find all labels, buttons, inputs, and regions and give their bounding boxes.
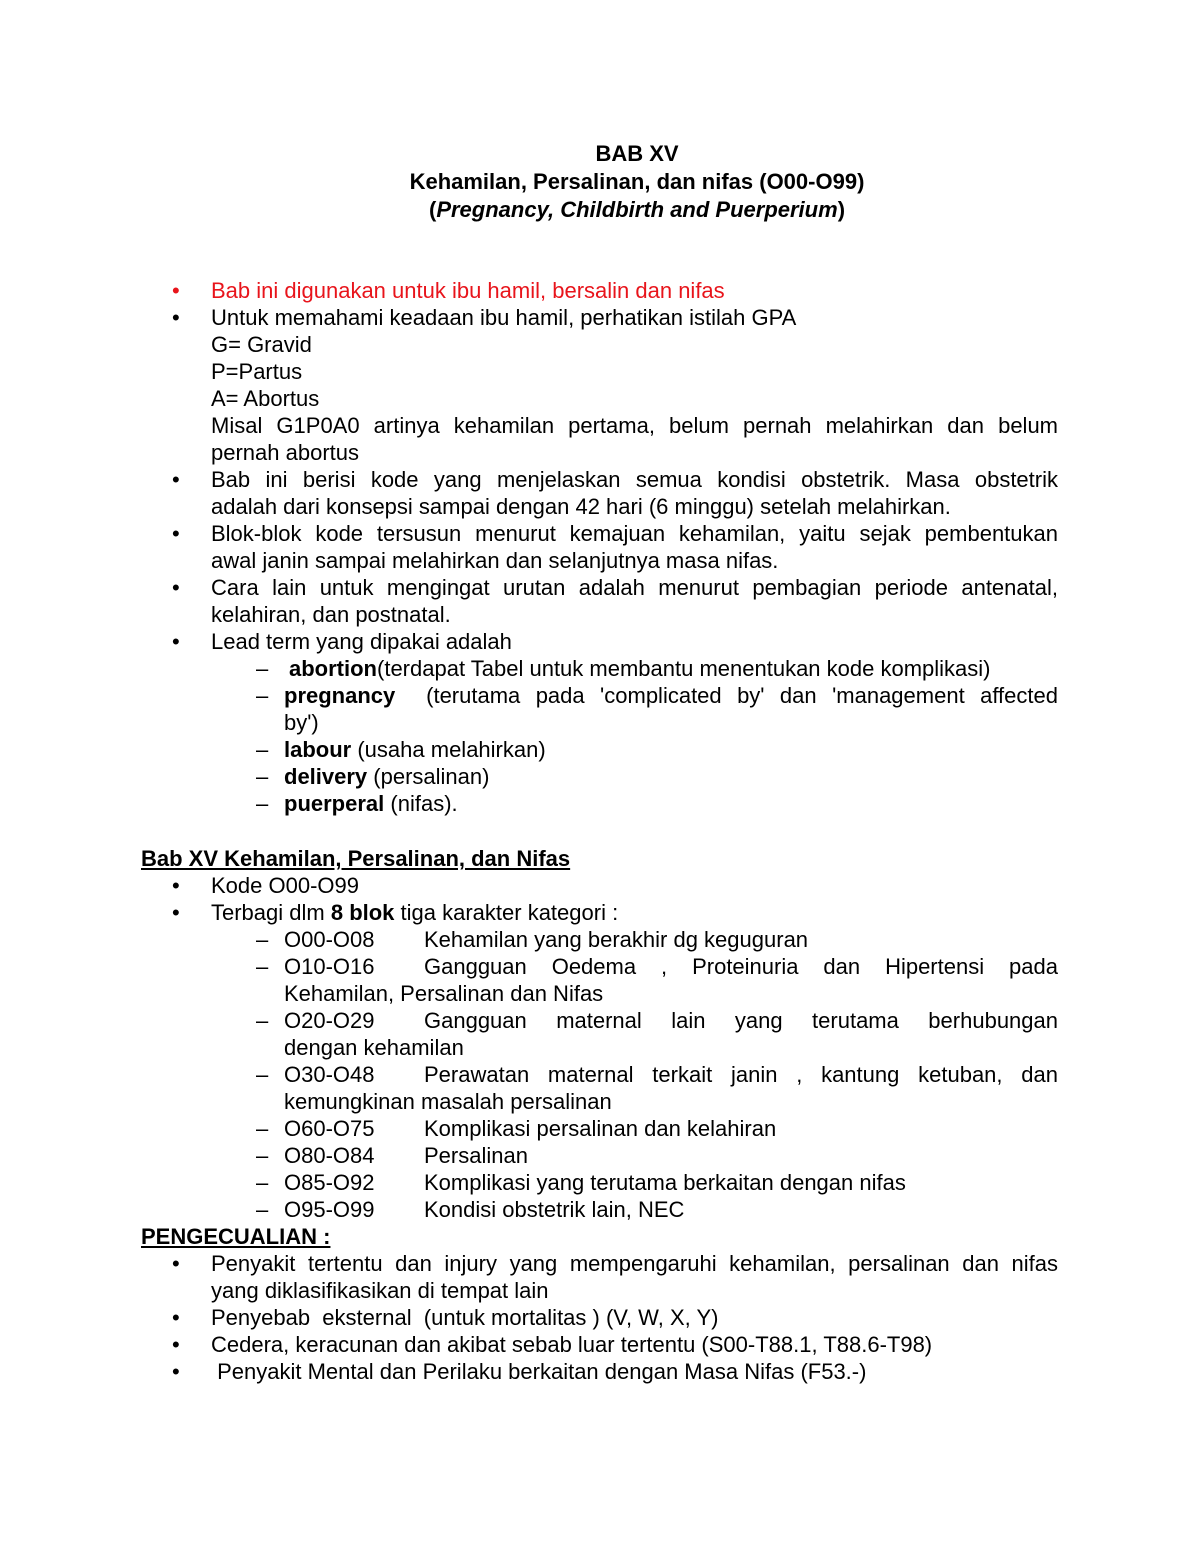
block-code: O80-O84: [284, 1143, 375, 1168]
block-code: O85-O92: [284, 1170, 375, 1195]
block-desc-cont: dengan kehamilan: [284, 1035, 464, 1060]
bullet-marker: •: [172, 467, 180, 492]
gpa-g: G= Gravid: [211, 332, 312, 357]
intro-bullet-4-cont: awal janin sampai melahirkan dan selanjutnya masa nifas.: [211, 548, 779, 573]
lead-term-pregnancy-cont: by'): [284, 710, 319, 735]
intro-bullet-5: Cara lain untuk mengingat urutan adalah menurut pembagian periode antenatal,: [211, 575, 1058, 600]
gpa-a: A= Abortus: [211, 386, 320, 411]
dash-marker: –: [256, 1116, 269, 1141]
dash-marker: –: [256, 656, 269, 681]
dash-marker: –: [256, 954, 269, 979]
dash-marker: –: [256, 1197, 269, 1222]
block-code: O30-O48: [284, 1062, 375, 1087]
bullet-marker: •: [172, 521, 180, 546]
lead-term-delivery: delivery (persalinan): [284, 764, 490, 789]
block-code: O00-O08: [284, 927, 375, 952]
exclusions-heading: PENGECUALIAN :: [141, 1224, 331, 1249]
gpa-example: Misal G1P0A0 artinya kehamilan pertama, belum pernah melahirkan dan belum: [211, 413, 1058, 438]
block-code: O95-O99: [284, 1197, 375, 1222]
intro-bullet-3: Bab ini berisi kode yang menjelaskan semua kondisi obstetrik. Masa obstetrik: [211, 467, 1058, 492]
dash-marker: –: [256, 764, 269, 789]
bullet-marker: •: [172, 1305, 180, 1330]
dash-marker: –: [256, 1008, 269, 1033]
intro-bullet-4: Blok-blok kode tersusun menurut kemajuan kehamilan, yaitu sejak pembentukan: [211, 521, 1058, 546]
intro-bullet-1: Bab ini digunakan untuk ibu hamil, bersalin dan nifas: [211, 278, 725, 303]
block-desc: Persalinan: [424, 1143, 528, 1168]
bullet-marker: •: [172, 278, 180, 303]
block-desc: Kondisi obstetrik lain, NEC: [424, 1197, 685, 1222]
block-desc-cont: kemungkinan masalah persalinan: [284, 1089, 612, 1114]
lead-term-labour: labour (usaha melahirkan): [284, 737, 546, 762]
bullet-marker: •: [172, 873, 180, 898]
chapter-title: Kehamilan, Persalinan, dan nifas (O00-O99): [409, 169, 865, 194]
section-kode: Kode O00-O99: [211, 873, 359, 898]
dash-marker: –: [256, 927, 269, 952]
gpa-p: P=Partus: [211, 359, 303, 384]
bullet-marker: •: [172, 629, 180, 654]
intro-bullet-3-cont: adalah dari konsepsi sampai dengan 42 hari (6 minggu) setelah melahirkan.: [211, 494, 951, 519]
exclusion-1-cont: yang diklasifikasikan di tempat lain: [211, 1278, 549, 1303]
bullet-marker: •: [172, 305, 180, 330]
dash-marker: –: [256, 1143, 269, 1168]
intro-bullet-6: Lead term yang dipakai adalah: [211, 629, 512, 654]
dash-marker: –: [256, 1170, 269, 1195]
block-desc: Gangguan Oedema , Proteinuria dan Hipertensi pada: [424, 954, 1058, 979]
block-code: O20-O29: [284, 1008, 375, 1033]
bullet-marker: •: [172, 1332, 180, 1357]
section-heading: Bab XV Kehamilan, Persalinan, dan Nifas: [141, 846, 571, 871]
chapter-number: BAB XV: [595, 141, 679, 166]
dash-marker: –: [256, 683, 269, 708]
dash-marker: –: [256, 737, 269, 762]
lead-term-abortion: abortion(terdapat Tabel untuk membantu menentukan kode komplikasi): [289, 656, 991, 681]
bullet-marker: •: [172, 900, 180, 925]
block-desc: Komplikasi yang terutama berkaitan dengan nifas: [424, 1170, 906, 1195]
lead-term-puerperal: puerperal (nifas).: [284, 791, 458, 816]
title-block: [0, 140, 1200, 224]
block-desc: Perawatan maternal terkait janin , kantung ketuban, dan: [424, 1062, 1058, 1087]
block-desc: Kehamilan yang berakhir dg keguguran: [424, 927, 809, 952]
bullet-marker: •: [172, 1359, 180, 1384]
gpa-example-cont: pernah abortus: [211, 440, 359, 465]
intro-bullet-5-cont: kelahiran, dan postnatal.: [211, 602, 451, 627]
block-code: O10-O16: [284, 954, 375, 979]
intro-bullet-2: Untuk memahami keadaan ibu hamil, perhatikan istilah GPA: [211, 305, 797, 330]
block-desc: Gangguan maternal lain yang terutama berhubungan: [424, 1008, 1058, 1033]
exclusion-2: Penyebab eksternal (untuk mortalitas ) (V, W, X, Y): [211, 1305, 719, 1330]
block-desc-cont: Kehamilan, Persalinan dan Nifas: [284, 981, 604, 1006]
exclusion-4: Penyakit Mental dan Perilaku berkaitan dengan Masa Nifas (F53.-): [211, 1359, 867, 1384]
chapter-subtitle: (Pregnancy, Childbirth and Puerperium): [428, 197, 846, 222]
dash-marker: –: [256, 1062, 269, 1087]
section-terbagi: Terbagi dlm 8 blok tiga karakter kategori :: [211, 900, 619, 925]
block-desc: Komplikasi persalinan dan kelahiran: [424, 1116, 777, 1141]
dash-marker: –: [256, 791, 269, 816]
exclusion-3: Cedera, keracunan dan akibat sebab luar tertentu (S00-T88.1, T88.6-T98): [211, 1332, 933, 1357]
bullet-marker: •: [172, 575, 180, 600]
lead-term-pregnancy: pregnancy (terutama pada 'complicated by' dan 'management affected: [284, 683, 1058, 708]
bullet-marker: •: [172, 1251, 180, 1276]
block-code: O60-O75: [284, 1116, 375, 1141]
exclusion-1: Penyakit tertentu dan injury yang mempengaruhi kehamilan, persalinan dan nifas: [211, 1251, 1058, 1276]
